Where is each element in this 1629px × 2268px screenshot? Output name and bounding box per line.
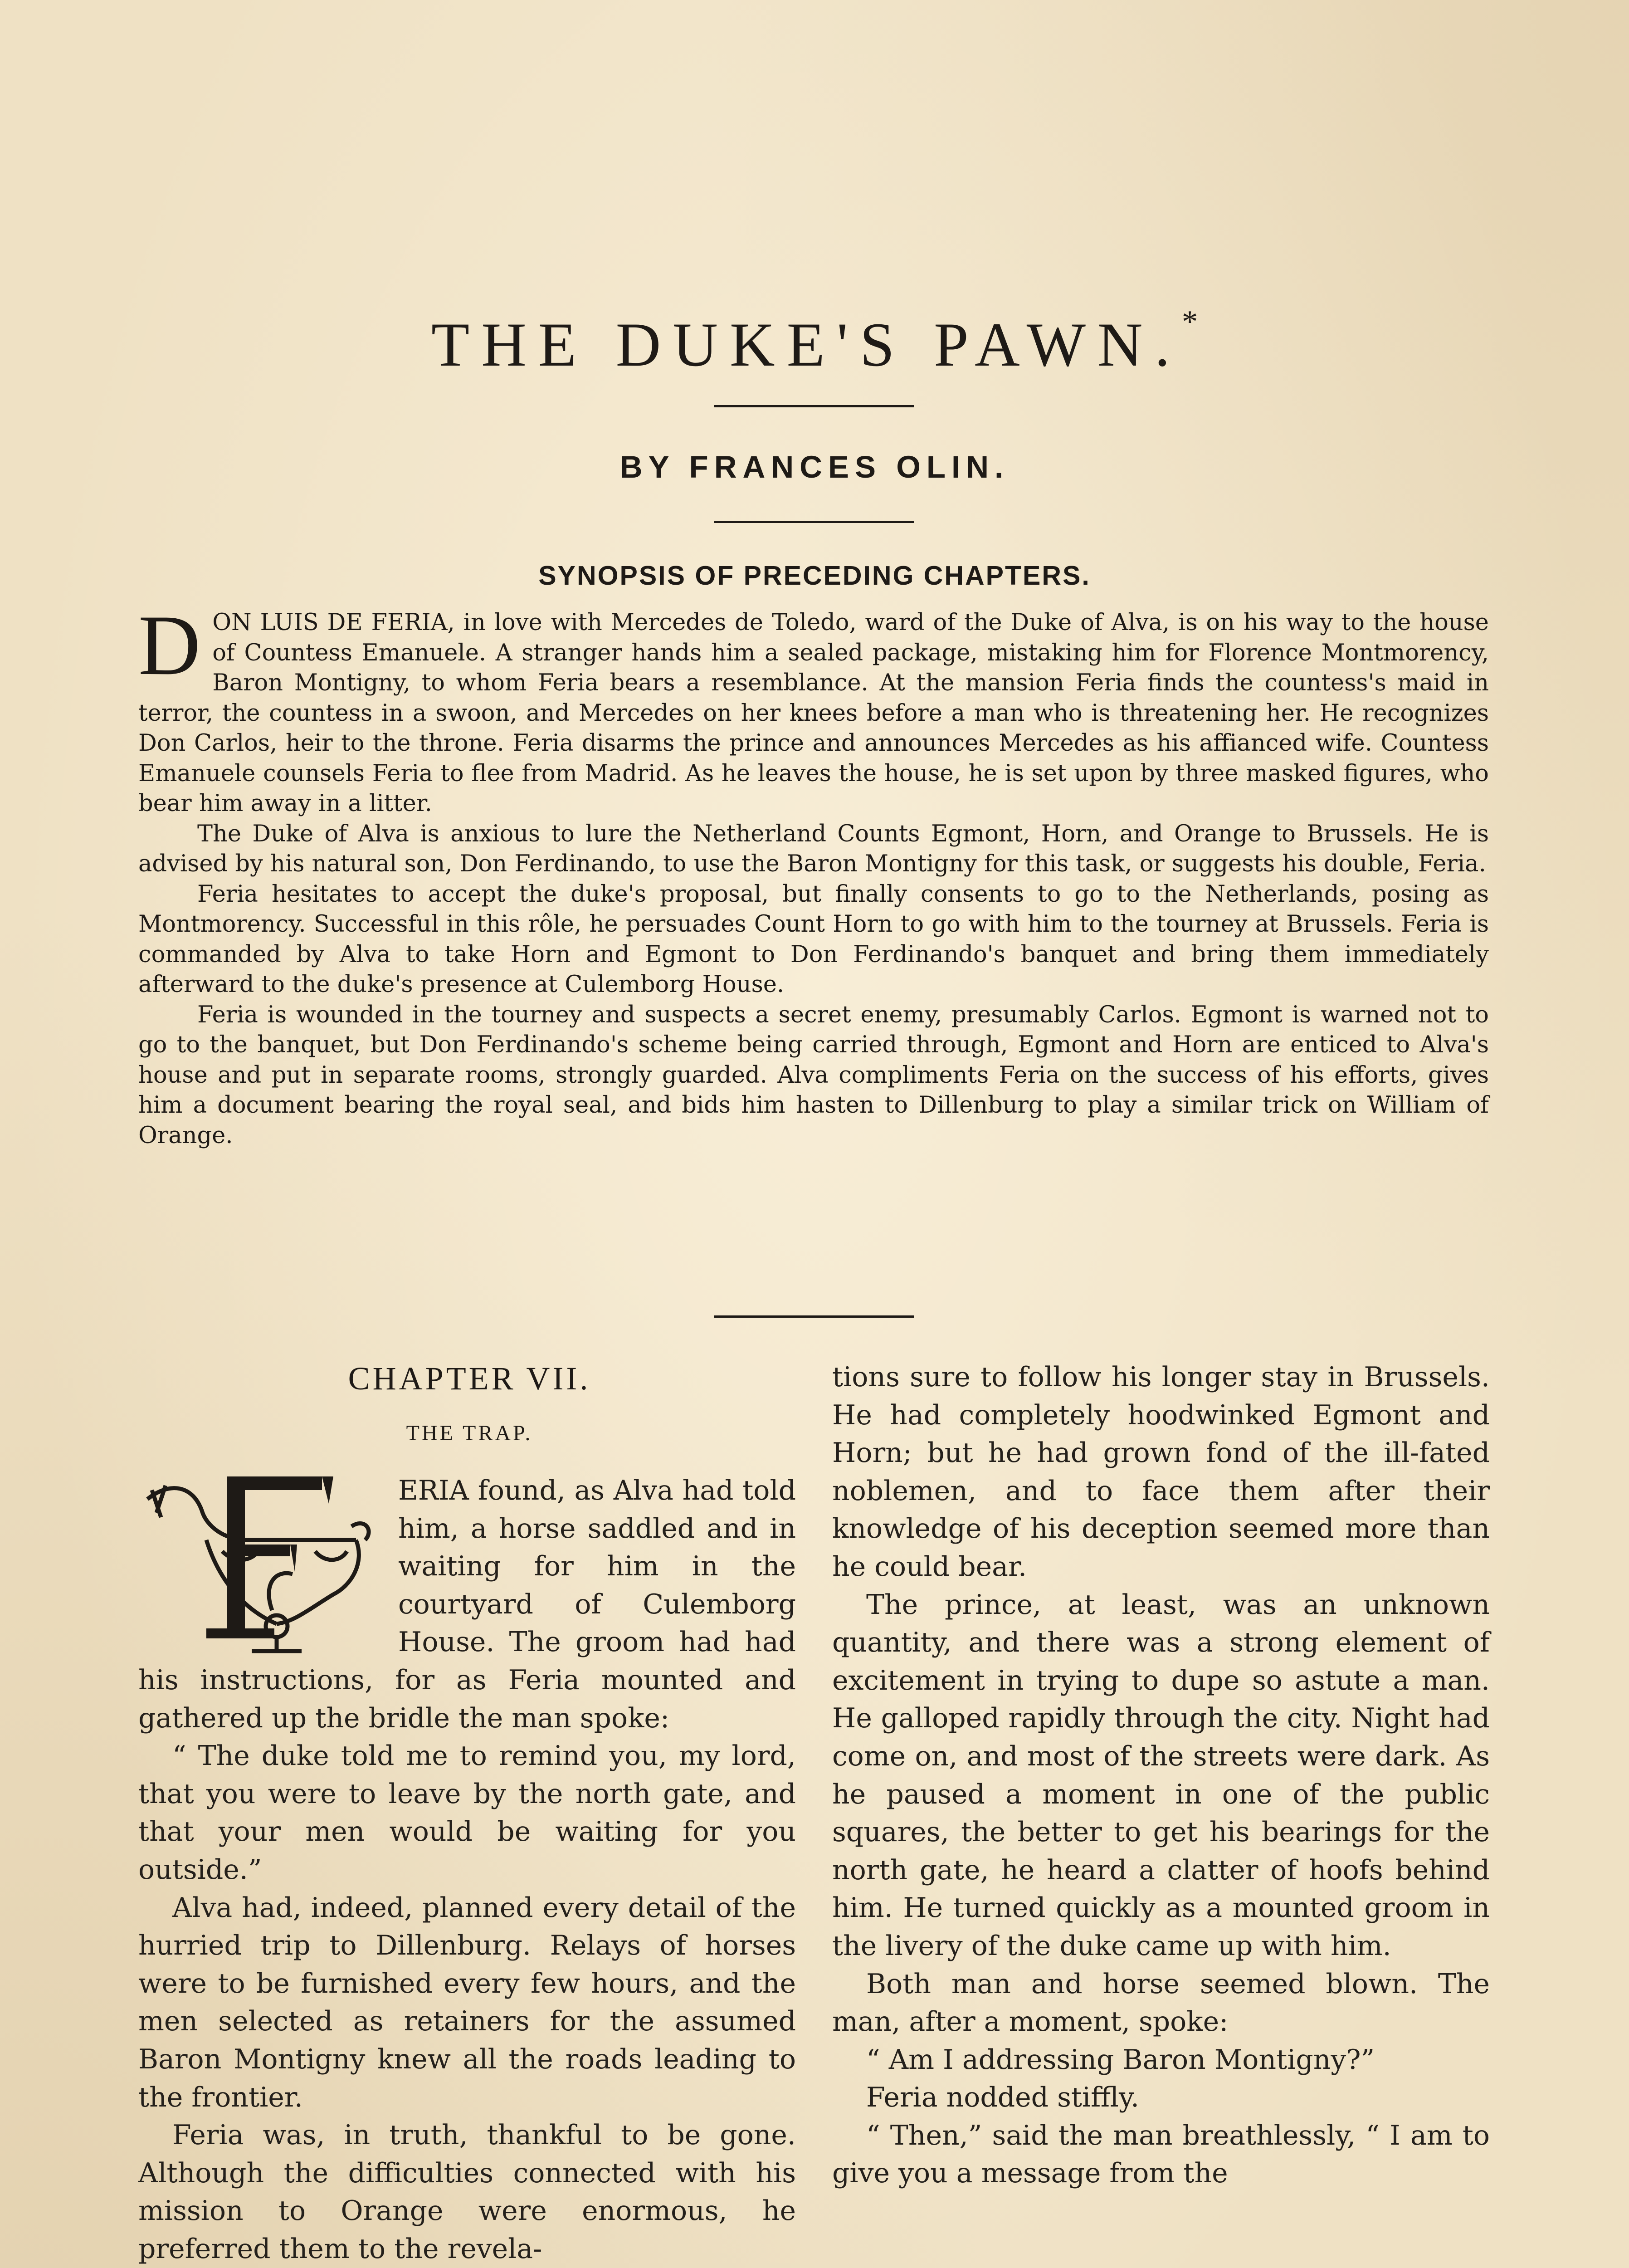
right-column: [832, 1359, 1490, 2193]
title-footnote-mark: *: [1182, 304, 1198, 339]
synopsis-paragraph: Feria is wounded in the tourney and suspects a secret enemy, presumably Carlos. Egmont is warned not to go to the banquet, but Don Ferdinando's scheme being carried through, Egmont and Horn are enticed to Alva's house and put in separate rooms, strongly guarded. Alva compliments Feria on the success of his efforts, gives him a document bearing the royal seal, and bids him hasten to Dillenburg to play a similar trick on William of Orange.: [138, 1001, 1489, 1149]
synopsis-drop-cap: D: [138, 598, 201, 693]
synopsis-divider: [714, 1315, 914, 1318]
synopsis-paragraph-text: ON LUIS DE FERIA, in love with Mercedes de Toledo, ward of the Duke of Alva, is on his way to the house of Countess Emanuele. A stranger hands him a sealed package, mistaking him for Florence Montmorency, Baron Montigny, to whom Feria bears a resemblance. At the mansion Feria finds the countess's maid in terror, the countess in a swoon, and Mercedes on her knees before a man who is threatening her. He recognizes Don Carlos, heir to the throne. Feria disarms the prince and announces Mercedes as his affianced wife. Countess Emanuele counsels Feria to flee from Madrid. As he leaves the house, he is set upon by three masked figures, who bear him away in a litter.: [138, 609, 1489, 817]
chapter-paragraph: Feria nodded stiffly.: [866, 2082, 1140, 2114]
chapter-paragraph: “ Then,” said the man breathlessly, “ I am to give you a message from the: [832, 2119, 1490, 2190]
synopsis-paragraph: Feria hesitates to accept the duke's proposal, but finally consents to go to the Netherlands, posing as Montmorency. Successful in this rôle, he persuades Count Horn to go with him to the tourney at Brussels. Feria is commanded by Alva to take Horn and Egmont to Don Ferdinando's banquet and bring them immediately afterward to the duke's presence at Culemborg House.: [138, 880, 1489, 998]
chapter-title: CHAPTER VII.: [348, 1360, 591, 1397]
chapter-paragraph: “ Am I addressing Baron Montigny?”: [866, 2043, 1375, 2076]
chapter-paragraph: [138, 1472, 796, 1737]
chapter-paragraph: Alva had, indeed, planned every detail of the hurried trip to Dillenburg. Relays of horses were to be furnished every few hours, and the men selected as retainers for the assumed Baron Montigny knew all the roads leading to the frontier.: [138, 1892, 796, 2113]
author-byline: BY FRANCES OLIN.: [619, 450, 1010, 484]
chapter-paragraph-text: ERIA found, as Alva had told him, a horse saddled and in waiting for him in the courtyard of Culemborg House. The groom had had his instructions, for as Feria mounted and gathered up the bridle the man spoke:: [138, 1475, 796, 1734]
chapter-paragraph: Both man and horse seemed blown. The man, after a moment, spoke:: [832, 1968, 1490, 2038]
synopsis-paragraph: [138, 598, 1489, 819]
chapter-paragraph: Feria was, in truth, thankful to be gone. Although the difficulties connected with his mission to Orange were enormous, he preferred them to the revela-: [138, 2119, 796, 2265]
synopsis-paragraph: The Duke of Alva is anxious to lure the Netherland Counts Egmont, Horn, and Orange to Brussels. He is advised by his natural son, Don Ferdinando, to use the Baron Montigny for this task, or suggests his double, Feria.: [138, 820, 1489, 877]
synopsis-heading: SYNOPSIS OF PRECEDING CHAPTERS.: [538, 561, 1091, 591]
byline-divider: [714, 521, 914, 523]
ornamental-drop-cap: [138, 1472, 390, 1658]
chapter-paragraph: tions sure to follow his longer stay in Brussels. He had completely hoodwinked Egmont and Horn; but he had grown fond of the ill-fated noblemen, and to face them after their knowledge of his deception seemed more than he could bear.: [832, 1361, 1490, 1583]
chapter-paragraph: The prince, at least, was an unknown quantity, and there was a strong element of excitement in trying to dupe so astute a man. He galloped rapidly through the city. Night had come on, and most of the streets were dark. As he paused a moment in one of the public squares, the better to get his bearings for the north gate, he heard a clatter of hoofs behind him. He turned quickly as a mounted groom in the livery of the duke came up with him.: [832, 1589, 1490, 1962]
chapter-paragraph: “ The duke told me to remind you, my lord, that you were to leave by the north gate, and that your men would be waiting for you outside.”: [138, 1740, 796, 1886]
left-column: [138, 1472, 796, 2268]
story-title: [0, 304, 1629, 381]
ornamental-f-icon: [138, 1472, 390, 1658]
synopsis-body: [138, 598, 1489, 1151]
chapter-subtitle: THE TRAP.: [406, 1421, 533, 1445]
title-divider: [714, 405, 914, 407]
story-title-text: THE DUKE'S PAWN.: [431, 310, 1182, 379]
